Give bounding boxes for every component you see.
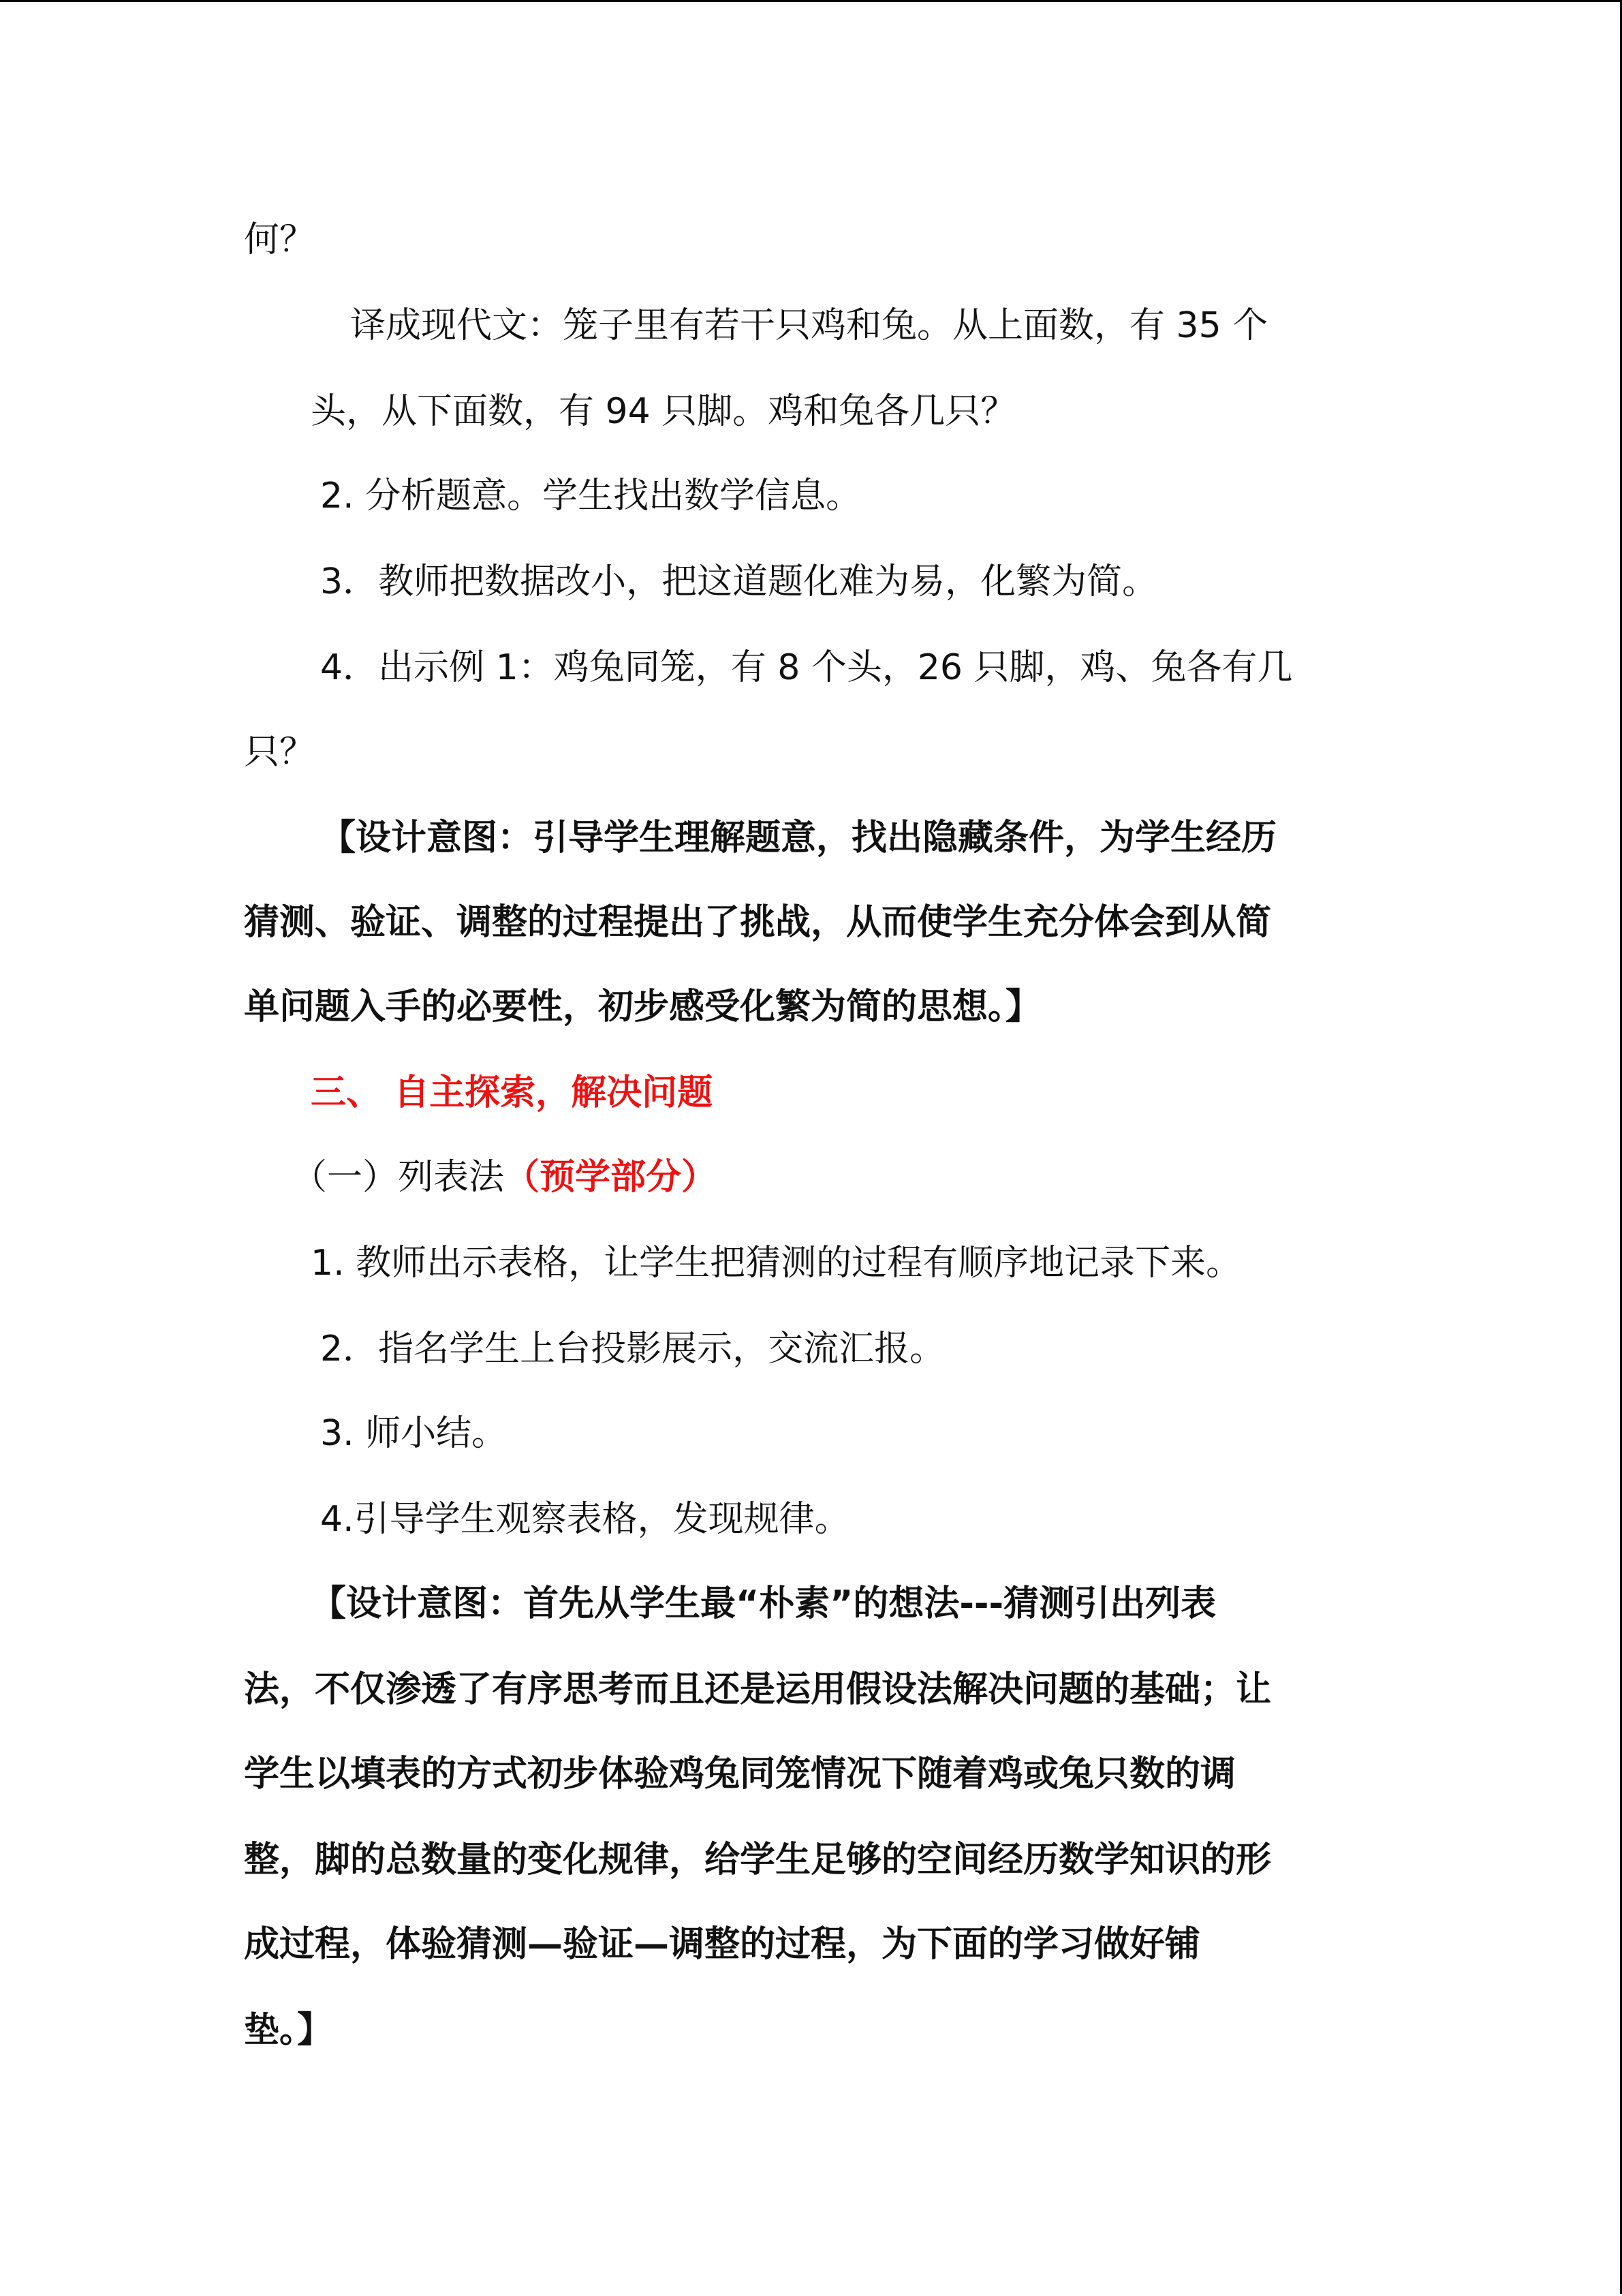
list-item-4: 4.引导学生观察表格，发现规律。 xyxy=(320,1499,850,1540)
design-intent-paragraph: 学生以填表的方式初步体验鸡兔同笼情况下随着鸡或兔只数的调 xyxy=(244,1754,1236,1795)
list-item-2: 2．指名学生上台投影展示，交流汇报。 xyxy=(320,1329,946,1369)
text-line: 头，从下面数，有 94 只脚。鸡和兔各几只？ xyxy=(311,391,1016,432)
design-intent-paragraph: 整，脚的总数量的变化规律，给学生足够的空间经历数学知识的形 xyxy=(244,1840,1272,1880)
text-line: 译成现代文：笼子里有若干只鸡和兔。从上面数，有 35 个 xyxy=(350,305,1268,346)
design-intent-paragraph: 【设计意图：首先从学生最“朴素”的想法---猜测引出列表 xyxy=(311,1583,1217,1624)
design-intent-paragraph: 法，不仅渗透了有序思考而且还是运用假设法解决问题的基础；让 xyxy=(244,1669,1272,1710)
design-intent-paragraph: 猜测、验证、调整的过程提出了挑战，从而使学生充分体会到从简 xyxy=(244,902,1272,943)
list-item-2: 2. 分析题意。学生找出数学信息。 xyxy=(320,476,862,516)
subsection-note: （预学部分） xyxy=(504,1157,717,1198)
list-item-3: 3. 师小结。 xyxy=(320,1413,508,1454)
subsection-title: （一）列表法 xyxy=(292,1157,505,1198)
list-item-3: 3．教师把数据改小，把这道题化难为易，化繁为简。 xyxy=(320,561,1158,602)
section-heading: 三、 自主探索，解决问题 xyxy=(311,1072,713,1113)
design-intent-paragraph: 垫。】 xyxy=(244,2010,333,2051)
design-intent-paragraph: 成过程，体验猜测—验证—调整的过程，为下面的学习做好铺 xyxy=(244,1924,1201,1965)
list-item-4: 4．出示例 1：鸡兔同笼，有 8 个头，26 只脚，鸡、兔各有几 xyxy=(320,647,1293,688)
design-intent-paragraph: 单问题入手的必要性，初步感受化繁为简的思想。】 xyxy=(244,987,1042,1027)
document-body xyxy=(0,2,1622,2296)
list-item-1: 1. 教师出示表格，让学生把猜测的过程有顺序地记录下来。 xyxy=(311,1243,1242,1284)
design-intent-paragraph: 【设计意图：引导学生理解题意，找出隐藏条件，为学生经历 xyxy=(320,818,1277,858)
text-line: 何？ xyxy=(244,219,315,260)
text-line: 只？ xyxy=(244,732,315,773)
subsection-heading xyxy=(292,1153,717,1201)
